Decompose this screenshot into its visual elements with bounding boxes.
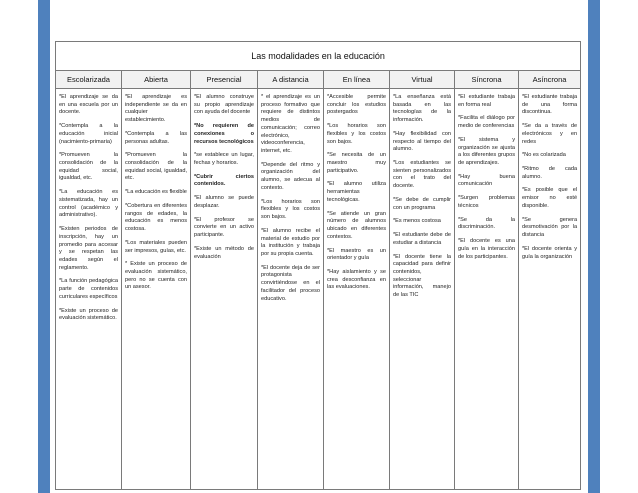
bullet-item: *El alumno construye su propio aprendizaje con ayuda del docente [194, 94, 254, 116]
bullet-item: *Los estudiantes se sienten personalizados con el trato del docente. [393, 160, 451, 190]
bullet-item: *Se debe de cumplir con un programa [393, 196, 451, 211]
bullet-item: *Es menos costosa [393, 218, 441, 225]
column-cell [390, 89, 455, 490]
bullet-item: *Depende del ritmo y organización del alumno, se adecua al contexto. [261, 161, 320, 191]
column-cell [519, 89, 581, 490]
column-cell [455, 89, 519, 490]
bullet-item: *Se genera desmotivación por la distancia [522, 216, 578, 239]
bullet-item: *El docente tiene la capacidad para definir contenidos, seleccionar información, manejo de las TIC [393, 253, 451, 299]
bullet-item: *Contempla a la educación inicial (nacimiento-primaria) [59, 123, 118, 145]
bullet-item: *Surgen problemas técnicos [458, 195, 515, 209]
bullet-item: *No es colarizada [522, 152, 566, 159]
modalities-table [55, 41, 581, 490]
bullet-item: *La función pedagógica parte de contenidos curriculares específicos [59, 278, 118, 300]
bullet-item: *El estudiante trabaja en forma real [458, 94, 515, 108]
bullet-item: *Los materiales pueden ser impresos, guías, etc. [125, 239, 187, 254]
bullet-item: *Hay flexibilidad con respecto al tiempo del alumno. [393, 130, 451, 153]
bullet-item: *Accesible permite concluir los estudios postergados [327, 94, 386, 116]
bullet-item: *El maestro es un orientador y guía [327, 247, 386, 262]
bullet-item: *El docente deja de ser protagonista convirtiéndose en el facilitador del proceso educativo. [261, 264, 320, 302]
table-title: Las modalidades en la educación [56, 42, 581, 71]
bullet-item: *Los horarios son flexibles y los costos son bajos. [261, 198, 320, 221]
bullet-item: *El sistema y organización se ajusta a los diferentes grupos de aprendizajes. [458, 136, 515, 167]
bullet-item: *El docente orienta y guía la organización [522, 245, 578, 260]
bullet-item: *Ritmo de cada alumno. [522, 166, 578, 180]
column-header: Escolarizada [56, 71, 122, 89]
bullet-item: *Hay aislamiento y se crea desconfianza en las evaluaciones. [327, 268, 386, 291]
bullet-item: *Existen periodos de inscripción, hay un promedio para accesar y se respetan las edades según el reglamento. [59, 226, 118, 271]
bullet-item: *Existe un método de evaluación [194, 245, 254, 260]
column-header: Asíncrona [519, 71, 581, 89]
bullet-item: *Hay buena comunicación [458, 173, 515, 188]
bullet-item: *La educación es flexible [125, 189, 187, 196]
column-header: Presencial [191, 71, 258, 89]
bullet-item: *El estudiante debe de estudiar a distancia [393, 232, 451, 246]
bullet-item: *El alumno utiliza herramientas tecnológicas. [327, 181, 386, 203]
bullet-item: *Es posible que el emisor no esté disponible. [522, 187, 578, 209]
bullet-item: *El profesor se convierte en un activo participante. [194, 216, 254, 239]
bullet-item: *Se atiende un gran número de alumnos ubicado en diferentes contextos. [327, 210, 386, 240]
bullet-item: *Promueven la consolidación de la equidad social, igualdad, etc. [59, 152, 118, 182]
bullet-item: *El alumno recibe el material de estudio por la institución y trabaja por su propia cuenta. [261, 227, 320, 257]
column-header: Virtual [390, 71, 455, 89]
bullet-item: *El aprendizaje se da en una escuela por un docente. [59, 94, 118, 116]
bullet-item: *Promueven la consolidación de la equidad social, igualdad, etc. [125, 152, 187, 182]
bullet-item: *Se da a través de electrónicos y en redes [522, 123, 578, 145]
content-row [56, 89, 581, 490]
bullet-item: * el aprendizaje es un proceso formativo que requiere de distintos medios de comunicación; correo electrónico, videoconferencia, internet, etc. [261, 94, 320, 155]
bullet-item: *El alumno se puede desplazar. [194, 195, 254, 209]
bullet-item: *Contempla a las personas adultas. [125, 130, 187, 145]
column-cell [324, 89, 390, 490]
bullet-item: *La educación es sistematizada, hay un control (académico y administrativo). [59, 189, 118, 219]
bullet-item: *La enseñanza está basada en las tecnologías de la información. [393, 94, 451, 124]
bullet-item: *Los horarios son flexibles y los costos son bajos. [327, 123, 386, 145]
bullet-item: *Se necesita de un maestro muy participativo. [327, 152, 386, 174]
column-header: En línea [324, 71, 390, 89]
bullet-item: *Existe un proceso de evaluación sistemático. [59, 307, 118, 322]
header-row [56, 71, 581, 89]
column-cell [191, 89, 258, 490]
column-header: Abierta [122, 71, 191, 89]
bullet-item: *No requieren de conexiones o recursos tecnológicos [194, 123, 254, 145]
bullet-item: *se establece un lugar, fechas y horarios. [194, 152, 254, 167]
column-cell [56, 89, 122, 490]
bullet-item: *Facilita el diálogo por medio de conferencias [458, 115, 515, 130]
bullet-item: * Existe un proceso de evaluación sistemático, pero no se cuenta con un asesor. [125, 261, 187, 291]
bullet-item: *El estudiante trabaja de una forma discontinua. [522, 94, 578, 116]
bullet-item: *Cubrir ciertos contenidos. [194, 173, 254, 188]
column-header: Síncrona [455, 71, 519, 89]
column-header: A distancia [258, 71, 324, 89]
bullet-item: *Se da la discriminación. [458, 216, 515, 231]
bullet-item: *Cobertura en diferentes rangos de edades, la educación es menos costosa. [125, 202, 187, 233]
column-cell [258, 89, 324, 490]
bullet-item: *El aprendizaje es independiente se da en cualquier establecimiento. [125, 94, 187, 124]
bullet-item: *El docente es una guía en la interacción de los participantes. [458, 238, 515, 260]
column-cell [122, 89, 191, 490]
